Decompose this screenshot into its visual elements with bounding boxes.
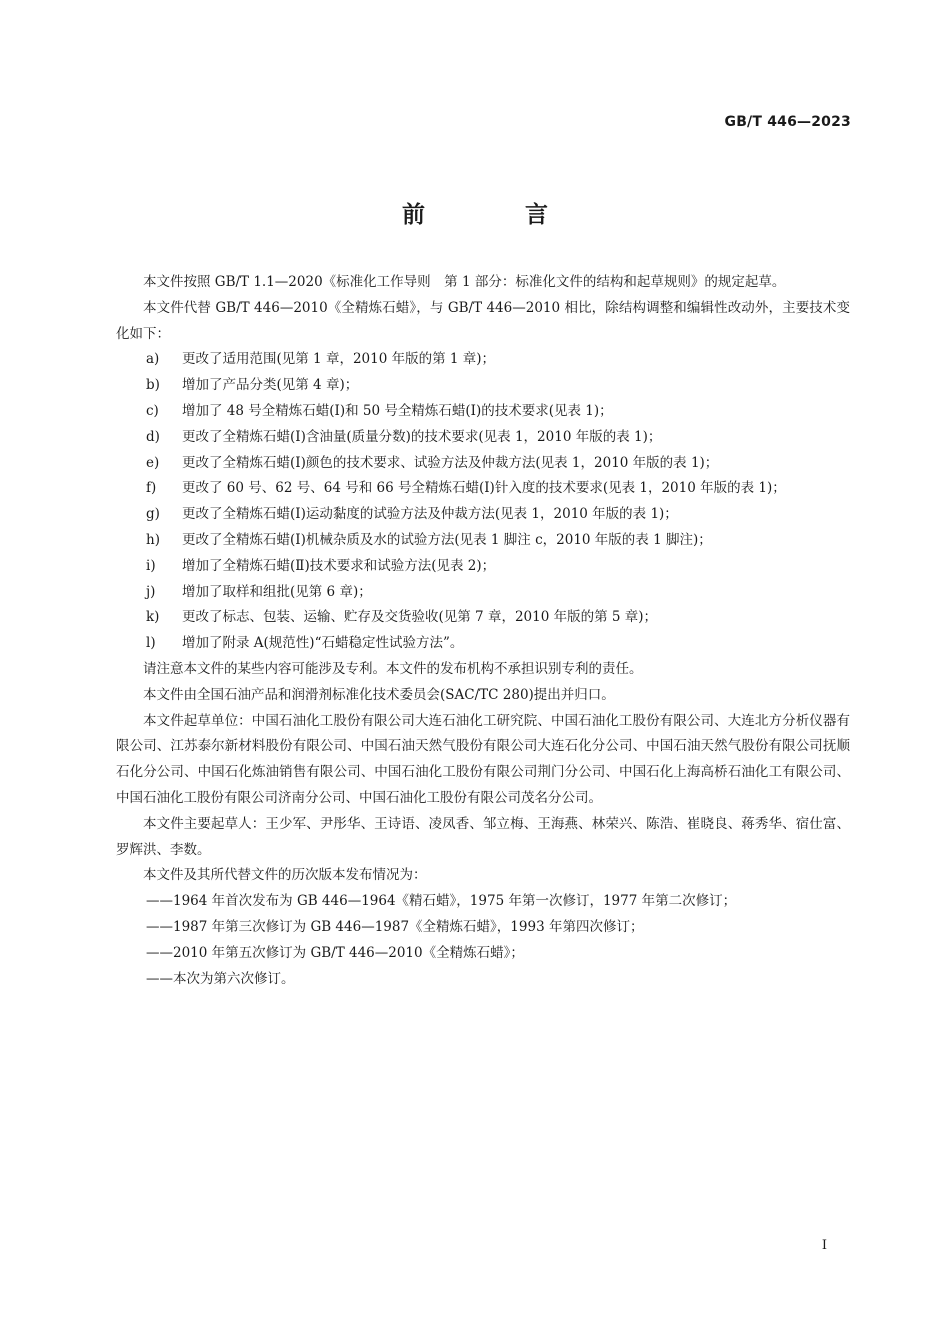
history-item: ——2010 年第五次修订为 GB/T 446—2010《全精炼石蜡》； [146,944,524,961]
version-history-intro: 本文件及其所代替文件的历次版本发布情况为： [143,867,427,884]
list-item [116,451,850,477]
list-item [116,347,850,373]
document-body [116,270,850,992]
list-item [116,476,850,502]
list-item-label: b) [146,377,160,394]
intro-paragraph: 本文件代替 GB/T 446—2010《全精炼石蜡》，与 GB/T 446—2010 相比，除结构调整和编辑性改动外，主要技术变化如下： [116,299,850,342]
list-item-text: 更改了全精炼石蜡(Ⅰ)含油量(质量分数)的技术要求(见表 1，2010 年版的表 1)； [182,428,662,445]
patent-notice: 请注意本文件的某些内容可能涉及专利。本文件的发布机构不承担识别专利的责任。 [143,660,643,677]
list-item-text: 更改了全精炼石蜡(Ⅰ)机械杂质及水的试验方法(见表 1 脚注 c，2010 年版的表 1 脚注)； [182,531,712,548]
list-item-label: d) [146,428,160,445]
list-item [116,528,850,554]
history-item: ——本次为第六次修订。 [146,970,295,987]
list-item [116,554,850,580]
list-item-label: i) [146,557,156,574]
list-item-text: 更改了全精炼石蜡(Ⅰ)运动黏度的试验方法及仲裁方法(见表 1，2010 年版的表 1)； [182,506,678,523]
list-item-label: l) [146,635,156,652]
list-item-label: c) [146,402,159,419]
history-item: ——1987 年第三次修订为 GB 446—1987《全精炼石蜡》，1993 年第四次修订； [146,918,644,935]
list-item-text: 增加了取样和组批(见第 6 章)； [182,583,372,600]
list-item-text: 增加了 48 号全精炼石蜡(Ⅰ)和 50 号全精炼石蜡(Ⅰ)的技术要求(见表 1)； [182,402,613,419]
list-item [116,580,850,606]
version-history-list [116,889,850,992]
list-item [116,605,850,631]
main-drafters: 本文件主要起草人：王少军、尹彤华、王诗语、凌凤香、邹立梅、王海燕、林荣兴、陈浩、崔晓良、蒋秀华、宿仕富、罗辉洪、李数。 [116,815,850,858]
list-item [116,425,850,451]
standard-code: GB/T 446—2023 [724,114,851,130]
list-item-text: 更改了标志、包装、运输、贮存及交货验收(见第 7 章，2010 年版的第 5 章)； [182,609,658,626]
list-item [116,631,850,657]
proposing-committee: 本文件由全国石油产品和润滑剂标准化技术委员会(SAC/TC 280)提出并归口。 [143,686,615,703]
intro-paragraph: 本文件按照 GB/T 1.1—2020《标准化工作导则 第 1 部分：标准化文件的结构和起草规则》的规定起草。 [143,274,786,290]
page-title: 前 言 [401,202,594,228]
list-item-label: h) [146,531,160,548]
history-item: ——1964 年首次发布为 GB 446—1964《精石蜡》，1975 年第一次修订，1977 年第二次修订； [146,893,737,910]
list-item-label: j) [146,583,156,600]
list-item-text: 更改了适用范围(见第 1 章，2010 年版的第 1 章)； [182,351,496,368]
list-item-text: 增加了全精炼石蜡(Ⅱ)技术要求和试验方法(见表 2)； [182,557,496,574]
list-item [116,373,850,399]
list-item-text: 更改了 60 号、62 号、64 号和 66 号全精炼石蜡(Ⅰ)针入度的技术要求(见表 1，2010 年版的表 1)； [182,480,786,497]
list-item-text: 增加了产品分类(见第 4 章)； [182,377,359,394]
list-item-label: k) [146,609,160,626]
page-number: I [821,1238,827,1253]
list-item-text: 增加了附录 A(规范性)“石蜡稳定性试验方法”。 [182,635,464,652]
list-item-label: e) [146,454,160,471]
list-item-label: g) [146,506,160,523]
list-item-label: a) [146,351,160,368]
list-item [116,502,850,528]
list-item-label: f) [146,480,157,497]
drafting-organizations: 本文件起草单位：中国石油化工股份有限公司大连石油化工研究院、中国石油化工股份有限公司、大连北方分析仪器有限公司、江苏泰尔新材料股份有限公司、中国石油天然气股份有限公司大连石化分公司、中国石油天然气股份有限公司抚顺石化分公司、中国石化炼油销售有限公司、中国石油化工股份有限公司荆门分公司、中国石化上海高桥石油化工有限公司、中国石油化工股份有限公司济南分公司、中国石油化工股份有限公司茂名分公司。 [116,712,850,806]
changes-list [116,347,850,657]
list-item [116,399,850,425]
list-item-text: 更改了全精炼石蜡(Ⅰ)颜色的技术要求、试验方法及仲裁方法(见表 1，2010 年版的表 1)； [182,454,719,471]
